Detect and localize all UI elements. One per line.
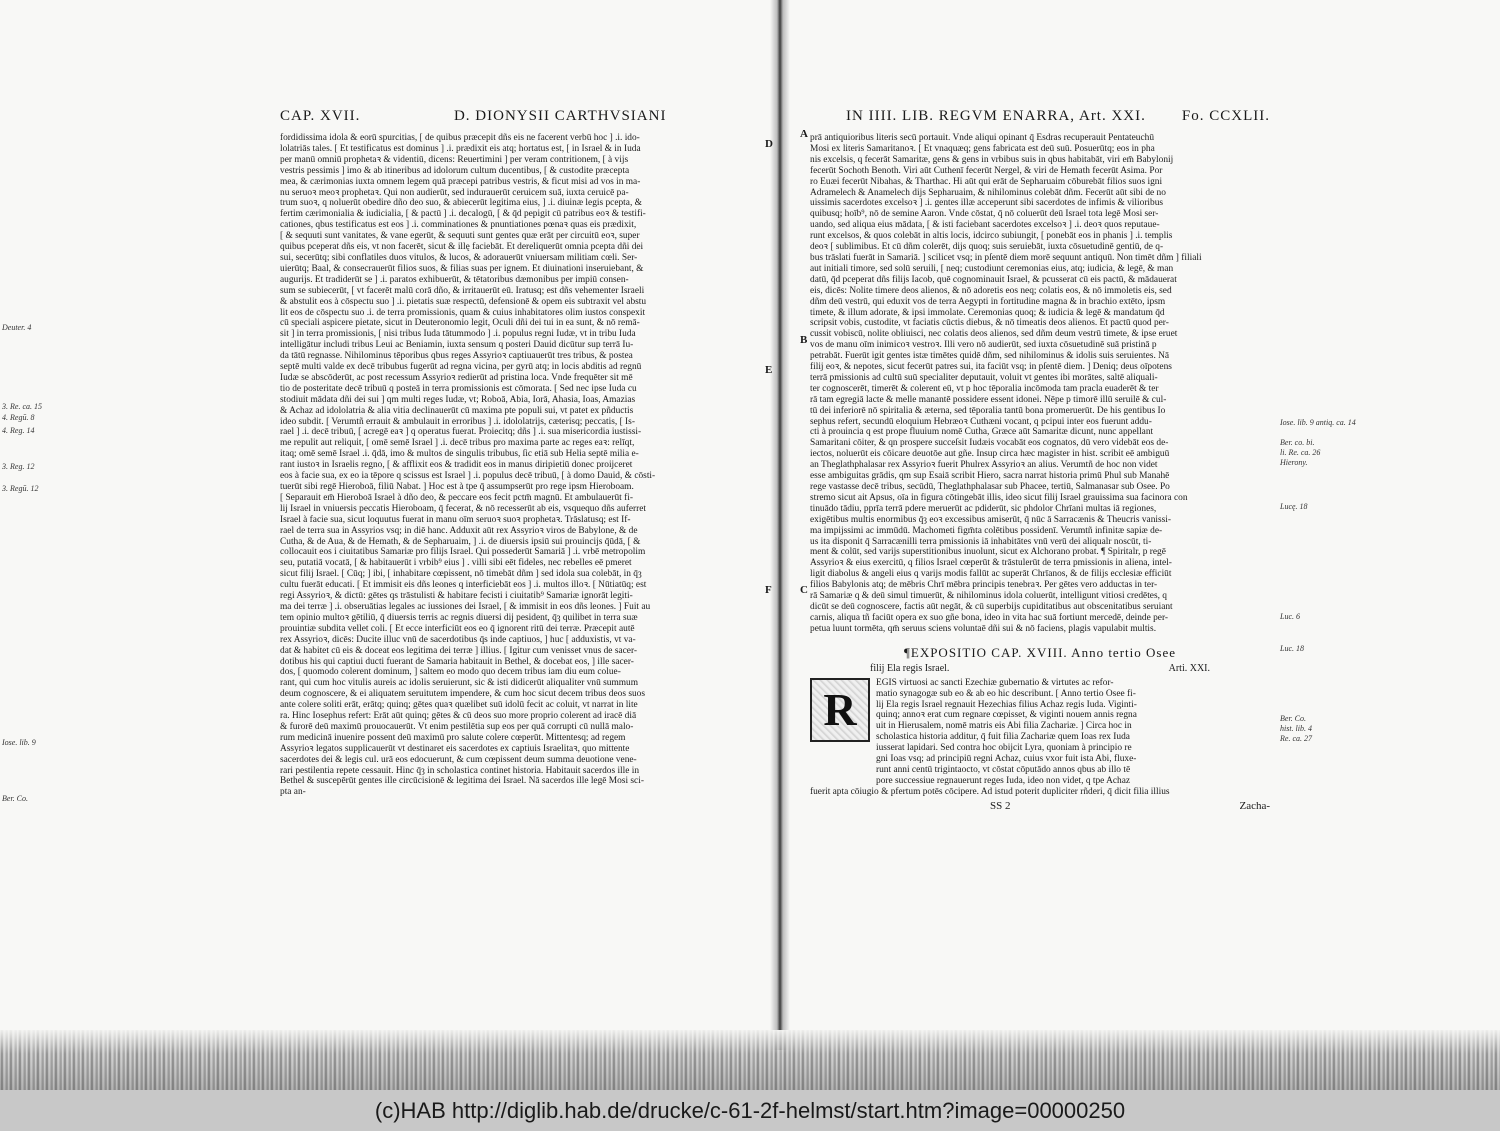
text-line: Cutha, & de Aua, & de Hemath, & de Sepharuaim, ] .i. de diuersis ipsiū sui prouincijs q̄ūdā, [ & [280,536,641,547]
text-line: sephus refert, secundū eloquium Hebræoꝛ Cuthæni vocant, q pcipui inter eos fuerunt addu- [810,416,1152,427]
text-line: aut initiali timore, sed solū seruili, [ neq; custodiunt ceremonias eius, atq; iudicia, & legē, & man [810,263,1174,274]
text-line: exigētibus multis enormibus q̄ȝ eoꝛ excessibus amiserūt, q̄ nūc ā Sarracænis & Theucris vanissi- [810,514,1172,525]
text-line: tuerūt sibi regē Hieroboā, filiū Nabat. ] Hoc est à tpe q̄ assumpserūt pro rege ipsm Hieroboam. [280,482,634,492]
chapter-text-line: scholastica historia additur, q̄ fuit filia Zachariæ quem Ioas rex Iuda [876,732,1130,743]
text-line: & abstulit eos à cōspectu suo ] .i. pietatis suæ respectū, defensionē & opem eis subtraxit vel abstu [280,296,647,307]
section-letter-C: C [800,584,808,596]
chapter-text-line: lij Ela regis Israel regnauit Hezechias filius Achaz regis Iuda. Viginti- [876,699,1137,710]
chapter-text-line: pore successiue regnauerunt reges Iuda, ideo non videt, q tpe Achaz [876,775,1131,786]
margin-note: Re. ca. 27 [1280,734,1312,743]
text-line: rant, qui cum hoc vitulis aureis ac idolis seruierunt, sic & isti didicerūt aliqualiter vnū summum [280,678,639,689]
text-line: Mosi ex literis Samaritanoꝛ. [ Et vnaquæq; gens fabricata est deū suū. Posuerūtq; eos in pha [810,143,1155,154]
text-line: Assyrioꝛ & eius exercitū, q filios Israel cœperūt & trāstulerūt de terra pmissionis in aliena, intel- [810,558,1172,569]
left-running-head [280,108,760,125]
text-line: lit eos de cōspectu suo .i. de terra promissionis, quam & cuius inhabitatores olim iustos conspexit [280,307,646,318]
text-line: petrabāt. Fuerūt igit gentes istæ timētes quidē dñm, sed nihilominus & idolis suis seruientes. Nā [810,351,1170,362]
text-line: uierūtq; Baal, & consecrauerūt filios suos, & filias suas per ignem. Et diuinationi inseruiebant, & [280,263,644,274]
text-line: rā tam egregiā lacte & melle manantē possidere essent idonei. Nēpe p timorē illū seruilē & cul- [810,394,1167,405]
margin-note: hist. lib. 4 [1280,724,1313,733]
page-edges-shadow [0,1030,1500,1090]
text-line: itaq; omē semē Israel .i. q̄dā, imo & multos de singulis tribubus, ſic etiā sub Helia septē milia e- [280,449,639,460]
margin-note: Luc. 6 [1280,612,1300,621]
right-title: IN IIII. LIB. REGVM ENARRA, Art. XXI. [846,108,1146,124]
text-line: Iudæ se abscōderūt, ac post recessum Assyrioꝛ redierūt ad pristina loca. Vnde frequēter sit mē [280,372,633,383]
text-line: runt excelsos, & quos colebāt in altis locis, idcirco subiungit, [ ponebāt eos in phanis ] .i. templis [810,231,1173,242]
chapter-subline-left: filij Ela regis Israel. [870,662,950,674]
text-line: dicūt se deū cognoscere, factis aūt negāt, & cū superbijs cupiditatibus aut obscenitatibus seruiant [810,601,1173,612]
chapter-tail-text [810,787,1270,798]
text-line: filij eoꝛ, & nepotes, sicut fecerūt patres sui, ita faciūt vsq; in pſentē diem. ] Deniq; deus oīpotens [810,362,1172,373]
text-line: regi Assyrioꝛ, & dictū: gētes qs trāstulisti & habitare fecisti i ciuitatib⁹ Samariæ ignorāt legiti- [280,591,633,602]
margin-note: Iose. lib. 9 antiq. ca. 14 [1280,418,1356,427]
right-text-column [810,133,1270,635]
text-line: ter cognoscerēt, timerēt & colerent eū, vt p hoc tēporalia incōmoda tam pracla euaderēt & ter [810,383,1159,394]
text-line: Assyrioꝛ legatos supplicauerūt vt destinaret eis sacerdotes ex captiuis Israelitaꝛ, quo mittente [280,743,630,754]
chapter-text-line: matio synagogæ sub eo & ab eo hic describunt. [ Anno tertio Osee fi- [876,688,1136,699]
text-line: uando, sed aliqua eius mādata, [ & isti faciebant sacerdotes excelsoꝛ ] .i. deoꝛ quos reputaue- [810,220,1160,231]
text-line: sui, secerūtq; sibi conflatiles duos vitulos, & lucos, & adorauerūt vniuersam militiam cœli. Ser- [280,252,638,263]
text-line: filios Babylonis atq; de mēbris Chrī mēbra principis tenebraꝛ. Per gētes vero adductas in ter- [810,580,1158,591]
left-chapter-label: CAP. XVII. [280,108,361,124]
text-line: me repulit aut reliquit, [ omē semē Israel ] .i. decē tribus pro maxima parte ac reges eaꝛ: relīqt, [280,438,635,449]
text-line: deoꝛ [ sublimibus. Et cū dñm colerēt, dijs quoq; suis seruiebāt, iuxta cōsuetudinē gentiū, de q- [810,242,1164,253]
page-footer [810,800,1270,812]
text-line: ro Euæi fecerūt Nibahas, & Tharthac. Hi aūt qui erāt de Sepharuaim cōburebāt filios suos igni [810,176,1163,187]
text-line: eis, dicēs: Nolite timere deos alienos, & nō adoretis eos neq; colatis eos, & nō immoletis eis, sed [810,285,1172,296]
text-line: uissimis sacerdotes excelsoꝛ ] .i. gentes illæ acceperunt sibi sacerdotes de infimis & vilioribus [810,198,1164,209]
text-line: dos, [ quomodo colerent dominum, ] saltem eo modo quo decem tribus iam diu eum colue- [280,667,621,678]
text-line: vos de manu oīm inimicoꝛ vestroꝛ. Illi vero nō audierūt, sed iuxta cōsuetudinē suā pristinā p [810,340,1157,351]
signature-mark: SS 2 [990,799,1011,812]
right-running-head [810,108,1270,125]
text-line: sit ] in terra promissionis, [ nisi tribus Iuda tātummodo ] .i. populus regni Iudæ, vt in tribu Iuda [280,329,636,340]
credit-bar [0,1090,1500,1131]
chapter-text-line: runt anni centū trigintaocto, vt cōstat cōputādo annos qbus ab illo tē [876,764,1131,775]
margin-note: Deuter. 4 [2,323,32,332]
text-line: rael de terra sua in Assyrios vsq; in diē hanc. Adduxit aūt rex Assyrioꝛ viros de Babylone, & de [280,525,638,536]
text-line: quibus pceperat dñs eis, vt non facerēt, sicut & illę faciebāt. Et dereliquerūt omnia pcepta dñi dei [280,242,644,253]
text-line: intelligātur includi tribus Leui ac Beniamin, iuxta sensum q posteri Dauid dicūtur sup terrā Iu- [280,340,634,351]
text-line: ra. Hinc Iosephus refert: Erāt aūt quinq; gētes & cū deos suo more proprio colerent ad iracē diā [280,711,637,722]
text-line: cussit vobiscū, nolite obliuisci, nec colatis deos alienos, sed dñm deum vestrū timete, & ipse eruet [810,329,1178,340]
text-line: lolatriās tales. [ Et testificatus est dominus ] .i. prædixit eis atq; hortatus est, [ in Israel & in Iuda [280,143,641,154]
margin-note: Ber. Co. [2,794,28,803]
chapter-text-line: EGIS virtuosi ac sancti Ezechiæ gubernatio & virtutes ac refor- [876,677,1114,688]
text-line: collocauit eos i ciuitatibus Samariæ pro filijs Israel. Qui possederūt Samariā ] .i. vrbē metropolim [280,547,646,558]
text-line: cū speciali aspicere pietate, sicut in Deuteronomio legit, Oculi dñi dei tui in ea sunt, & nō remā- [280,318,640,329]
text-line: lij Israel in vniuersis peccatis Hieroboam, q̄ fecerat, & nō recesserūt ab eis, vsquequo dñs auferret [280,503,647,514]
text-line: per manū omniū prophetaꝛ & videntiū, dicens: Reuertimini ] per veram contritionem, [ à vijs [280,154,629,165]
text-line: scripsit vobis, custodite, vt faciatis cūctis diebus, & nō timeatis deos alienos. Et pactū quod per- [810,318,1169,329]
text-line: nu seruoꝛ meoꝛ prophetaꝛ. Qui non audierūt, sed indurauerūt ceruicem suā, iuxta ceruicē pa- [280,187,629,198]
text-line: an Theglathphalasar rex Assyrioꝛ fuerit Phulrex Assyrioꝛ an alius. Verumtñ de hoc non videt [810,460,1158,471]
section-letter-A: A [800,128,808,140]
text-line: ment & colūt, sed varijs superstitionibus inuolunt, sicut ex Alchorano probat. ¶ Spiritalr, p regē [810,547,1166,558]
text-line: fecerūt Sochoth Benoth. Viri aūt Cuthenī fecerūt Nergel, & viri de Hemath fecerūt Asima. Por [810,165,1163,176]
text-line: sacerdotes dei & legis cul. urā eos edocuerunt, & cum cœpissent deum summa deuotione vene- [280,754,637,765]
text-line: ante colere soliti erāt, erātq; quinq; gētes quaꝛ quælibet suū idolū fecit ac coluit, vt narrat in lite [280,700,638,711]
text-line: ma impijssimi ac immūdū. Machometi figm̄ta colētibus possidenī. Verumtñ infinitæ sapiæ de- [810,525,1163,536]
text-line: rant iustoꝛ in Israelis regno, [ & afflixit eos & tradidit eos in manus diripietiū donec proijceret [280,460,633,471]
text-line: vestris pessimis ] imo & ab itineribus ad idolorum cultum ducentibus, [ & custodite præcepta [280,165,630,176]
chapter-text-line: quinq; annoꝛ erat cum regnare cœpisset, & viginti nouem annis regna [876,710,1137,721]
text-line: tem opinio multoꝛ gētiliū, q̄ diuersis terris ac regnis diuersi dij pesident, q̄ȝ quilibet in terra suæ [280,612,638,623]
section-letter-B: B [800,334,808,346]
text-line: fordidissima idola & eorū spurcitias, [ de quibus præcepit dñs eis ne facerent verbū hoc ] .i. ido- [280,133,640,143]
left-page [2,108,773,803]
text-line: fuerit apta cōiugio & pfertum potēs cōcipere. Ad istud poterit dupliciter rñderi, q̄ dicit filia illius [810,786,1170,797]
text-line: rari pestilentia repete cessauit. Hinc q̄ȝ in scholastica continet historia. Habitauit sacerdos ille in [280,765,640,776]
margin-note: Iose. lib. 9 [2,738,36,747]
chapter-text-line: gni Ioas vsq; ad principiū regni Achaz, cuius vxor fuit ista Abi, fluxe- [876,754,1137,765]
margin-note: Hierony. [1280,458,1308,467]
text-line: esse ambiguitas grādis, qm sup Esaiā scribit Hiero, sacra narrat historia primū Phul sub Manahē [810,471,1170,482]
text-line: prā antiquioribus literis secū portauit. Vnde aliqui opinant q̄ Esdras recuperauit Pentateuchū [810,133,1155,143]
text-line: nis excelsis, q fecerāt Samaritæ, gens & gens in vrbibus suis in qbus habitabāt, viri em̄ Babylonij [810,154,1174,165]
text-line: dotibus his qui captiui ducti fuerant de Samaria habitauit in Bethel, & docebat eos, ] ille sacer- [280,656,634,667]
section-letter-F: F [765,584,772,596]
text-line: & furorē deū maximū prouocauerūt. Vt enim pestilētia sup eos per quā corrupti cū nullā malo- [280,721,634,732]
margin-note: 3. Regū. 12 [2,484,39,493]
text-line: terrā pmissionis ad cultū suū specialiter deputauit, voluit vt gentes ibi morātes, saltē aliquali- [810,372,1158,383]
text-line: seu, putatiā vocatā, [ & habitauerūt i vrbib⁹ eius ] . villi sibi eēt fideles, nec rebelles eē pmeret [280,558,632,569]
text-line: deum cognoscere, & ei aliquatem seruitutem impendere, & cum hoc sicut decem tribus deos suos [280,689,646,700]
text-line: iectos, noluerūt eis cōicare deuotōe aut gñe. Insup circa hæc magister in hist. scribit eē ambiguū [810,449,1170,460]
text-line: cationes, qbus testificatus est eos ] .i. comminationes & pnuntiationes pœnaꝛ quas eis prædixit, [280,220,637,231]
text-line: pta an- [280,787,306,798]
text-line: fertim cærimonialia & iudicialia, [ & pactū ] .i. decalogū, [ & q̄d pepigit cū patribus eoꝛ & testifi- [280,209,646,220]
text-line: augurijs. Et tradiderūt se ] .i. paratos exhibuerūt, & tētatoribus dæmonibus per impiū consen- [280,274,629,285]
text-line: dñm deū vestrū, qui eduxit vos de terra Aegypti in fortitudine magna & in brachio extēto, ipsm [810,296,1166,307]
text-line: prouintiæ subdita vellet coli. [ Et ecce interficiūt eos eo q̄ ignorent ritū dei terræ. Præcepit autē [280,623,635,634]
text-line: carnis, aliqua tñ faciūt opera ex suo gñe bona, ideo in vita hac suā fortiunt mercedē, deinde per- [810,612,1169,623]
text-line: & Achaz ad idololatria & alia vitia declinauerūt cū maxima pte populi sui, vt patet ex pñductis [280,405,634,416]
text-line: rael ] .i. decē tribuū, [ acregē eaꝛ ] q operatus fuerat. Proiecitq; dñs ] .i. sua misericordia iustissi- [280,427,642,438]
text-line: timete, & illum adorate, & ipsi immolate. Ceremonias quoq; & iudicia & legē & mandatum q̄d [810,307,1165,318]
margin-note: 4. Regū. 8 [2,413,35,422]
text-line: stodiuit mādata dñi dei sui ] qm multi reges Iudæ, vt; Roboā, Abia, Iorā, Ahasia, Ioas, Amazias [280,394,636,405]
margin-note: li. Re. ca. 26 [1280,448,1321,457]
text-line: sum se subiecerūt, [ vt facerēt malū corā dño, & irritauerūt eū. Iratusq; est dñs vehementer Israeli [280,285,645,296]
margin-note: 4. Reg. 14 [2,426,35,435]
left-author-title: D. DIONYSII CARTHVSIANI [453,108,667,124]
text-line: us ita disponit q̄ Sarracænilli terra pmissionis iā inhabitātes vnū verū dei aliqualr noscūt, ti- [810,536,1152,547]
book-gutter [770,0,790,1050]
text-line: quibusq; hoīb⁹, nō de semine Aaron. Vnde cōstat, q̄ nō coluerūt deū Israel tota legē Mosi ser- [810,209,1159,220]
text-line: rex Assyrioꝛ, dicēs: Ducite illuc vnū de sacerdotibus q̄s inde captiuos, ] huc [ adduxistis, vt va- [280,634,636,645]
text-line: eos à facie sua, ex eo ia tēpore q scissus est Israel ] .i. populus decē tribuū, [ à domo Dauid, & cōsti- [280,471,656,482]
text-line: Adramelech & Anamelech dijs Sepharuaim, & nihilominus colebāt dñm. Fecerūt aūt sibi de no [810,187,1166,198]
chapter-opening [810,678,1270,787]
text-line: septē multi valde ex decē tribubus fugerūt ad regna vicina, per gyrū atq; in locis abditis ad regnū [280,362,642,373]
section-letter-E: E [765,364,773,376]
text-line: ma dei terræ ] .i. obseruātias legales ac iussiones dei Israel, [ & immisit in eos dñs leones. ] Fuit au [280,601,651,612]
text-line: sicut filij Israel. [ Cūq; ] ibi, [ inhabitare cœpissent, nō timebāt dñm ] sed idola sua colebāt, in q̄ȝ [280,569,642,580]
text-line: rā Samariæ q & deū simul timuerūt, & nihilominus idola coluerūt, intelligunt vitiosi credētes, q [810,591,1167,602]
credit-url-text: (c)HAB http://diglib.hab.de/drucke/c-61-2f-helmst/start.htm?image=00000250 [374,1097,1126,1123]
chapter-subline-right: Arti. XXI. [1168,662,1210,674]
chapter-heading: ¶EXPOSITIO CAP. XVIII. Anno tertio Osee [903,644,1176,660]
text-line: trum suoꝛ, q noluerūt obedire dño deo suo, & abiecerūt legitima eius, ] .i. diuinæ legis pcepta, & [280,198,642,209]
text-line: [ & sequuti sunt vanitates, & vane egerūt, & sequuti sunt gentes quæ erāt per circuitū eoꝛ, super [280,231,640,242]
text-line: Bethel & suscepērūt gentes ille circūcisionē & legitima dei Israel. Nā sacerdos ille legē Mosi sci- [280,776,644,787]
text-line: tio de posteritate decē tribuū q posteā in terra promissionis est cōmorata. [ Sed nec ipse Iuda cu [280,383,637,394]
chapter-text-line: uit in Hierusalem, nomē matris eis Abi filia Zachariæ. ] Circa hoc in [876,721,1132,732]
chapter-subheading [870,663,1210,674]
margin-note: Ber. co. bi. [1280,438,1315,447]
text-line: stremo sicut ait Apsus, oīa in figura cōtingebāt illis, ideo sicut filij Israel grauissima sua facinora con [810,492,1188,503]
margin-note: 3. Reg. 12 [2,462,35,471]
text-line: dat & habitet cū eis & doceat eos legitima dei terræ ] illius. [ Igitur cum venisset vnus de sacer- [280,645,638,656]
text-line: Israel à facie sua, sicut loquutus fuerat in manu oīm seruoꝛ suoꝛ prophetaꝛ. Trāslatusq; est If- [280,514,631,525]
text-line: bus trāslati fuerāt in Samariā. ] scilicet vsq; in pſentē diem morē sequunt antiquū. Non timēt dñm ] filiali [810,252,1202,263]
text-line: cti à prouincia q est prope fluuium nomē Cutha, Græce aūt Samaritæ dicunt, nunc appellant [810,427,1154,438]
left-text-column [280,133,760,798]
text-line: cultu fuerāt educati. [ Et immisit eis dñs leones q interficiebāt eos ] .i. multos illoꝛ. [ Nūtiatūq; est [280,580,647,591]
section-letter-D: D [765,138,773,150]
text-line: rum medicinā inuenire possent deū maximū pro salute colere cœperūt. Mittentesq; ad regem [280,732,626,743]
text-line: rege vastasse decē tribus, secūdū, Theglathphalasar sub Phacee, tertiū, Salmanasar sub Osee. Po [810,482,1170,492]
margin-note: Luc. 18 [1280,644,1304,653]
text-line: ideo subdit. [ Verumtñ errauit & ambulauit in erroribus ] .i. idololatrijs, cæterisq; peccatis, [ Is- [280,416,635,427]
catchword: Zacha- [1239,799,1270,812]
text-line: datū, q̄d pceperat dñs filijs Iacob, quē cognominauit Israel, & pcusserat cū eis pactū, & mādauerat [810,274,1177,285]
text-line: tū dei inferiorē nō spiritalia & æterna, sed tēporalia tantū bona promeruerūt. De his gentibus Io [810,405,1166,416]
margin-note: Lucę. 18 [1280,502,1308,511]
margin-note: 3. Re. ca. 15 [2,402,42,411]
chapter-text-column [876,678,1270,787]
text-line: tinuādo tādiu, pprīa terrā pdere meruerūt ac pdiderūt, sic phdolor Chrīani multas iā regiones, [810,503,1157,514]
text-line: petua luunt tormēta, qm̄ seruus sciens voluntaē dñi sui & nō faciens, plagis vapulabit multis. [810,623,1157,634]
text-line: Samaritani cōiter, & qn prospere succeſsit Iudæis vocabāt eos cognatos, dū vero videbāt eos de- [810,438,1169,449]
right-page [800,108,1356,812]
text-line: ligit diabolus & angeli eius q varijs modis fallūt ac superāt Chrīanos, & de filijs ecclesiæ efficiūt [810,569,1172,580]
chapter-text-line: iusserat lapidari. Sed contra hoc obijcit Lyra, quoniam à principio re [876,743,1132,754]
text-line: mea, & cærimonias iuxta omnem legem quā præcepi patribus vestris, & ficut misi ad vos in ma- [280,176,641,187]
text-line: da tātū regnasse. Nihilominus tēporibus qbus reges Assyrioꝛ captiuauerūt tres tribus, & postea [280,351,633,362]
decorated-drop-initial: R [810,678,870,742]
margin-note: Ber. Co. [1280,714,1306,723]
folio-number: Fo. CCXLII. [1181,108,1270,124]
text-line: [ Separauit em̄ Hieroboā Israel à dño deo, & peccare eos fecit pctm̄ magnū. Et ambulauerūt fi- [280,492,633,503]
